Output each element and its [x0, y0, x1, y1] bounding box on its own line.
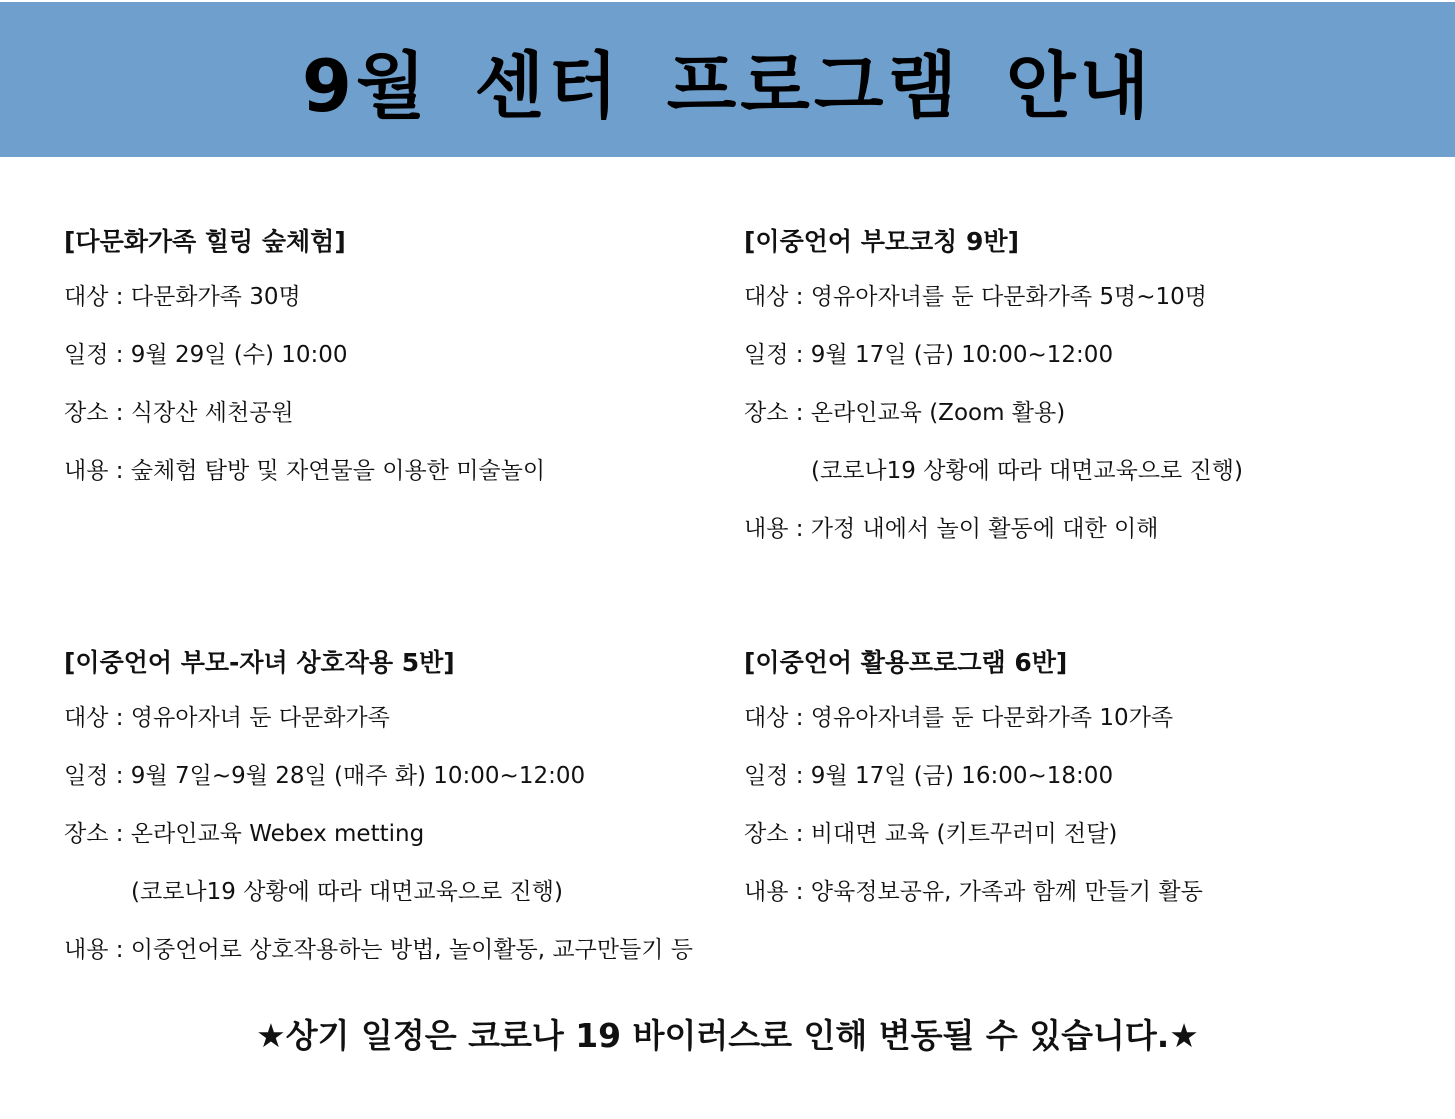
program-title: [이중언어 부모코칭 9반]	[744, 227, 1020, 256]
program-target: 대상 : 영유아자녀 둔 다문화가족	[64, 705, 390, 731]
program-schedule: 일정 : 9월 7일~9월 28일 (매주 화) 10:00~12:00	[64, 763, 586, 789]
program-schedule: 일정 : 9월 17일 (금) 10:00~12:00	[744, 342, 1114, 368]
program-parent-child-interaction	[64, 643, 744, 991]
program-content: 내용 : 가정 내에서 놀이 활동에 대한 이해	[744, 516, 1159, 542]
header-banner	[0, 2, 1455, 157]
program-title: [이중언어 부모-자녀 상호작용 5반]	[64, 648, 455, 677]
program-note: (코로나19 상황에 따라 대면교육으로 진행)	[811, 458, 1243, 484]
program-title: [다문화가족 힐링 숲체험]	[64, 227, 346, 256]
program-content: 내용 : 숲체험 탐방 및 자연물을 이용한 미술놀이	[64, 458, 546, 484]
program-place: 장소 : 비대면 교육 (키트꾸러미 전달)	[744, 821, 1118, 847]
program-content: 내용 : 양육정보공유, 가족과 함께 만들기 활동	[744, 879, 1203, 905]
program-target: 대상 : 다문화가족 30명	[64, 284, 301, 310]
program-schedule: 일정 : 9월 29일 (수) 10:00	[64, 342, 348, 368]
schedule-change-notice: ★상기 일정은 코로나 19 바이러스로 인해 변동될 수 있습니다.★	[256, 1016, 1199, 1055]
program-title: [이중언어 활용프로그램 6반]	[744, 648, 1068, 677]
program-bilingual-activity	[744, 643, 1424, 933]
program-forest-healing	[64, 222, 744, 512]
program-place: 장소 : 온라인교육 (Zoom 활용)	[744, 400, 1066, 426]
program-content: 내용 : 이중언어로 상호작용하는 방법, 놀이활동, 교구만들기 등	[64, 937, 693, 963]
program-place: 장소 : 온라인교육 Webex metting	[64, 821, 425, 847]
program-target: 대상 : 영유아자녀를 둔 다문화가족 10가족	[744, 705, 1174, 731]
program-parent-coaching	[744, 222, 1424, 570]
program-target: 대상 : 영유아자녀를 둔 다문화가족 5명~10명	[744, 284, 1207, 310]
page-title: 9월 센터 프로그램 안내	[301, 43, 1154, 128]
program-note: (코로나19 상황에 따라 대면교육으로 진행)	[131, 879, 563, 905]
program-schedule: 일정 : 9월 17일 (금) 16:00~18:00	[744, 763, 1114, 789]
program-place: 장소 : 식장산 세천공원	[64, 400, 294, 426]
